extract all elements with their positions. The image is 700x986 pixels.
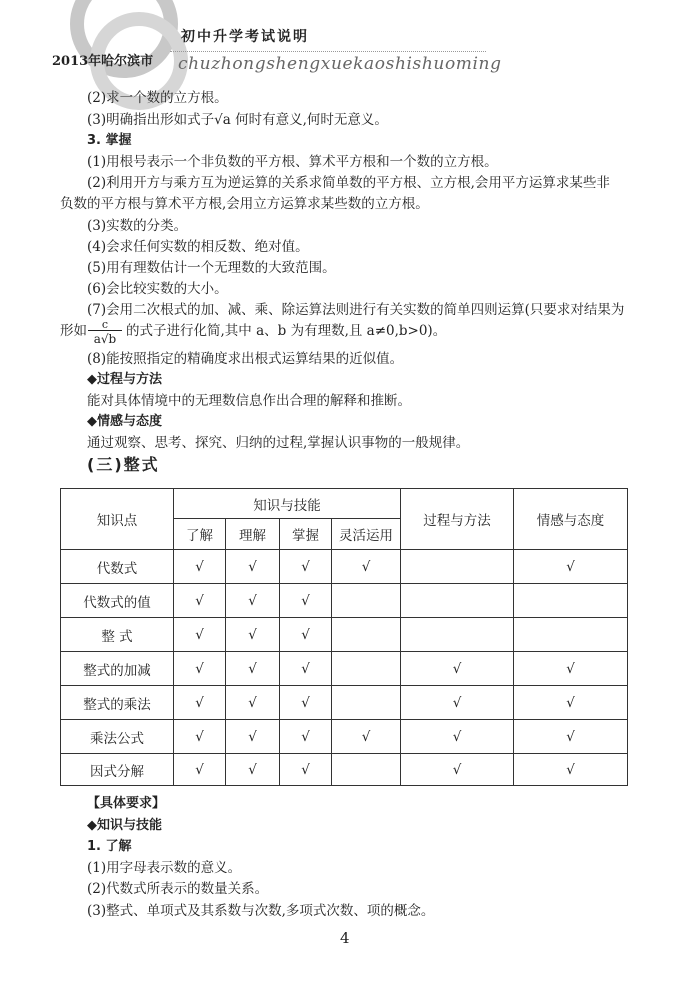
text-line: (1)用字母表示数的意义。: [87, 860, 242, 876]
check-mark: √: [226, 550, 280, 584]
check-mark: √: [280, 584, 332, 618]
text-line: (2)利用开方与乘方互为逆运算的关系求简单数的平方根、立方根,会用平方运算求某些非: [87, 175, 610, 191]
text-line: 通过观察、思考、探究、归纳的过程,掌握认识事物的一般规律。: [87, 435, 470, 451]
header-pinyin: chuzhongshengxuekaoshishuoming: [178, 54, 502, 74]
knowledge-table: [60, 488, 628, 786]
check-mark: √: [174, 686, 226, 720]
fraction-denominator: a√b: [93, 332, 117, 346]
table-row: [61, 550, 628, 584]
table-row: [61, 618, 628, 652]
formula-suffix: 的式子进行化简,其中 a、b 为有理数,且 a≠0,b>0)。: [126, 323, 447, 339]
empty-cell: [332, 618, 401, 652]
table-row: [61, 686, 628, 720]
header-title: 初中升学考试说明: [181, 29, 309, 45]
empty-cell: [514, 584, 628, 618]
header-dotted-rule: [170, 51, 486, 52]
row-label: 代数式: [61, 550, 174, 584]
fraction-numerator: c: [88, 319, 122, 331]
header-flexible-use: 灵活运用: [332, 519, 401, 550]
check-mark: √: [332, 550, 401, 584]
text-line: (3)整式、单项式及其系数与次数,多项式次数、项的概念。: [87, 903, 435, 919]
check-mark: √: [401, 720, 514, 754]
empty-cell: [401, 584, 514, 618]
text-line: (7)会用二次根式的加、减、乘、除运算法则进行有关实数的简单四则运算(只要求对结果为: [87, 302, 625, 318]
check-mark: √: [226, 652, 280, 686]
text-line: ◆情感与态度: [87, 414, 162, 429]
check-mark: √: [226, 584, 280, 618]
check-mark: √: [174, 720, 226, 754]
header-region: 2013年哈尔滨市: [52, 54, 154, 69]
table-row: [61, 720, 628, 754]
formula-prefix: 形如: [60, 323, 87, 339]
check-mark: √: [332, 720, 401, 754]
check-mark: √: [401, 686, 514, 720]
check-mark: √: [280, 754, 332, 786]
check-mark: √: [514, 652, 628, 686]
text-line: (5)用有理数估计一个无理数的大致范围。: [87, 260, 336, 276]
check-mark: √: [226, 686, 280, 720]
header-emotion-attitude: 情感与态度: [514, 489, 628, 550]
empty-cell: [401, 618, 514, 652]
text-line: (2)代数式所表示的数量关系。: [87, 881, 269, 897]
table-row: [61, 754, 628, 786]
text-line: 3. 掌握: [87, 133, 132, 148]
row-label: 代数式的值: [61, 584, 174, 618]
check-mark: √: [226, 754, 280, 786]
text-line: (3)实数的分类。: [87, 218, 188, 234]
text-line: 1. 了解: [87, 839, 132, 854]
text-line: 【具体要求】: [87, 796, 166, 811]
check-mark: √: [401, 652, 514, 686]
check-mark: √: [514, 754, 628, 786]
row-label: 乘法公式: [61, 720, 174, 754]
page-number: 4: [340, 929, 350, 947]
check-mark: √: [174, 754, 226, 786]
check-mark: √: [174, 584, 226, 618]
row-label: 整 式: [61, 618, 174, 652]
table-row: [61, 584, 628, 618]
text-line: (2)求一个数的立方根。: [87, 90, 228, 106]
header-process-method: 过程与方法: [401, 489, 514, 550]
check-mark: √: [280, 720, 332, 754]
row-label: 整式的加减: [61, 652, 174, 686]
text-line: ◆过程与方法: [87, 372, 162, 387]
check-mark: √: [226, 618, 280, 652]
header-understand: 理解: [226, 519, 280, 550]
check-mark: √: [226, 720, 280, 754]
check-mark: √: [514, 550, 628, 584]
check-mark: √: [280, 652, 332, 686]
empty-cell: [401, 550, 514, 584]
text-line: (8)能按照指定的精确度求出根式运算结果的近似值。: [87, 351, 404, 367]
check-mark: √: [280, 550, 332, 584]
header-understand-basic: 了解: [174, 519, 226, 550]
empty-cell: [332, 584, 401, 618]
check-mark: √: [174, 550, 226, 584]
text-line: (6)会比较实数的大小。: [87, 281, 228, 297]
section-title: (三)整式: [87, 455, 160, 474]
empty-cell: [332, 754, 401, 786]
header-knowledge-skills: 知识与技能: [174, 489, 401, 519]
empty-cell: [332, 686, 401, 720]
row-label: 整式的乘法: [61, 686, 174, 720]
check-mark: √: [514, 686, 628, 720]
table-row: [61, 652, 628, 686]
empty-cell: [332, 652, 401, 686]
text-line: ◆知识与技能: [87, 818, 162, 833]
check-mark: √: [280, 618, 332, 652]
text-line: 能对具体情境中的无理数信息作出合理的解释和推断。: [87, 393, 411, 409]
header-master: 掌握: [280, 519, 332, 550]
text-line: (4)会求任何实数的相反数、绝对值。: [87, 239, 309, 255]
text-line: 负数的平方根与算术平方根,会用立方运算求某些数的立方根。: [60, 196, 429, 212]
text-line: (3)明确指出形如式子√a 何时有意义,何时无意义。: [87, 112, 388, 128]
empty-cell: [514, 618, 628, 652]
text-line: (1)用根号表示一个非负数的平方根、算术平方根和一个数的立方根。: [87, 154, 498, 170]
row-label: 因式分解: [61, 754, 174, 786]
header-knowledge-point: 知识点: [61, 489, 174, 550]
check-mark: √: [174, 652, 226, 686]
check-mark: √: [280, 686, 332, 720]
check-mark: √: [401, 754, 514, 786]
check-mark: √: [174, 618, 226, 652]
check-mark: √: [514, 720, 628, 754]
